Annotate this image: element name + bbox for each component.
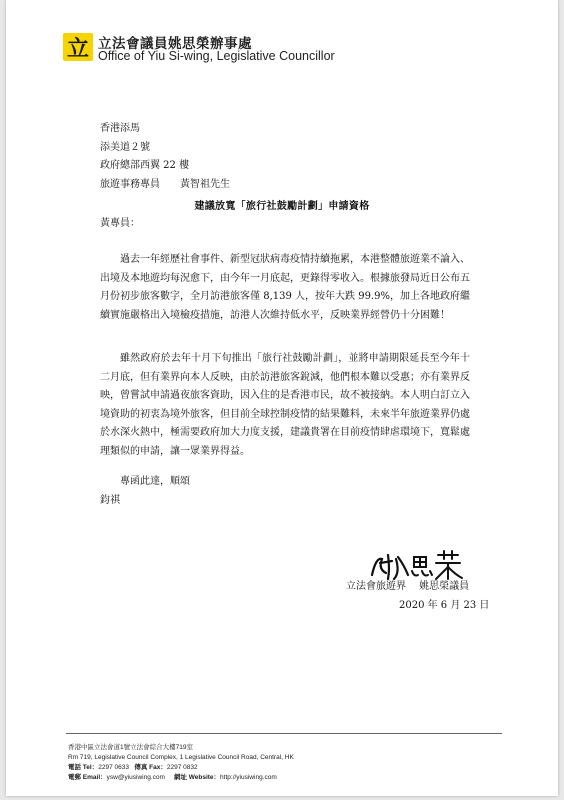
paragraph-text: 雖然政府於去年十月下旬推出「旅行社鼓勵計劃」，並將申請期限延長至今年十二月底，但有業界向本人反映，由於訪港旅客銳減，他們根本難以受惠；亦有業界反映，曾嘗試申請過夜旅客資助，因入住的是香港市民，故不被接納。本人明白訂立入境資助的初衷為境外旅客，但目前全球控制疫情的結果難料，未來半年旅遊業界仍處於水深火熱中，極需要政府加大力度支援，建議貴署在目前疫情肆虐環境下，寬鬆處理類似的申請，讓一眾業界得益。 (100, 353, 470, 457)
recipient-line: 旅遊事務專員 黃智祖先生 (100, 178, 230, 190)
letter-page (6, 0, 558, 796)
legco-logo (63, 33, 93, 61)
letter-date: 2020 年 6 月 23 日 (399, 600, 490, 611)
office-name-chinese: 立法會議員姚思榮辦事處 (98, 36, 252, 52)
website-link[interactable]: http://yiusiwing.com (220, 774, 277, 781)
recipient-line: 添美道２號 (100, 141, 150, 153)
paragraph-text: 過去一年經歷社會事件、新型冠狀病毒疫情持續拖累，本港整體旅遊業不論入、出境及本地遊均每況愈下，由今年一月底起，更錄得零收入。根據旅發局近日公布五月份初步旅客數字，全月訪港旅客僅 8,139 人，按年大跌 99.9%，加上各地政府繼續實施嚴格出入境檢疫措施，訪港人次維持低水平，反映業界經營仍十分困難！ (100, 254, 470, 321)
email-label: 電郵 Email： (68, 774, 107, 781)
body-paragraph (100, 350, 470, 461)
footer-divider (66, 733, 502, 734)
letter-footer (68, 743, 294, 783)
salutation: 黃專員： (100, 218, 140, 229)
tel-number: 2297 0633 (98, 764, 129, 771)
email-address[interactable]: ysw@yiusiwing.com (106, 774, 165, 781)
fax-number: 2297 0832 (166, 764, 198, 771)
office-name-english: Office of Yiu Si-wing, Legislative Councillor (98, 49, 335, 63)
footer-contact-row (68, 763, 294, 773)
recipient-address (100, 120, 230, 194)
closing-line: 專函此達，順頌 (120, 476, 190, 487)
web-label: 網址 Website： (173, 774, 221, 781)
footer-online-row (68, 773, 294, 783)
tel-label: 電話 Tel： (68, 764, 99, 771)
footer-address-chinese: 香港中區立法會道1號立法會綜合大樓719室 (68, 744, 193, 751)
signer-title: 立法會旅遊界 姚思榮議員 (346, 581, 470, 592)
body-paragraph (100, 251, 470, 325)
recipient-line: 香港添馬 (100, 123, 140, 134)
letter-subject: 建議放寬「旅行社鼓勵計劃」申請資格 (194, 201, 370, 212)
recipient-line: 政府總部西翼 22 樓 (100, 160, 190, 171)
closing (100, 473, 190, 510)
logo-glyph: 立 (66, 36, 89, 62)
closing-line: 鈞祺 (100, 494, 120, 506)
fax-label: 傳真 Fax： (134, 764, 167, 771)
footer-address-english: Rm 719, Legislative Council Complex, 1 Legislative Council Road, Central, HK (68, 754, 294, 761)
